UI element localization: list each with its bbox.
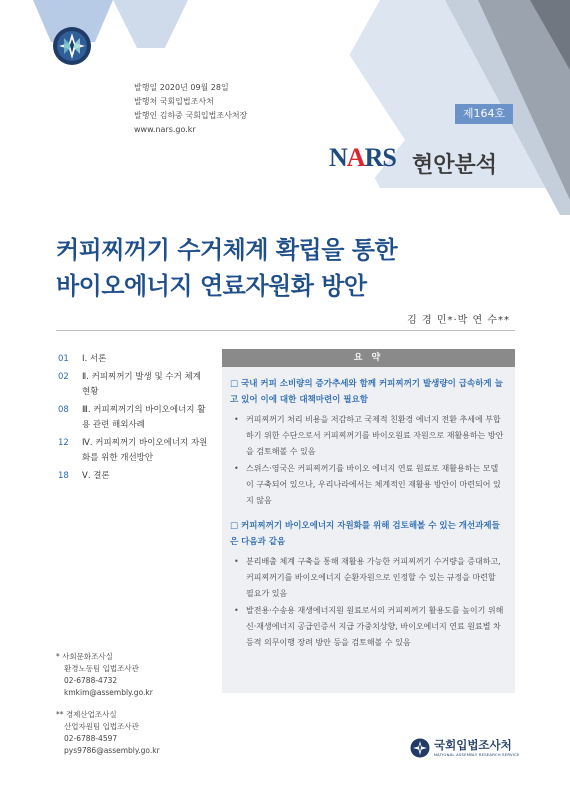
summary-bullet-text: 발전용·수송용 재생에너지원 원료로서의 커피찌꺼기 활용도를 높이기 위해 신·재생에너지 공급인증서 지급 가중치상향, 바이오에너지 연료 원료별 차등적 의무이행 장려 방안 등을 검토해볼 수 있음	[246, 606, 504, 647]
summary-header: 요 약	[222, 349, 515, 367]
footer-logo	[410, 738, 520, 758]
toc-page: 18	[58, 471, 69, 481]
note-email[interactable]: kmkim@assembly.go.kr	[64, 688, 153, 697]
issue-number-badge: 제164호	[455, 104, 513, 124]
toc-page: 12	[58, 438, 69, 448]
nars-logo-rs: RS	[364, 143, 396, 172]
summary-bullet-text: 분리배출 체계 구축을 통해 재활용 가능한 커피찌꺼기 수거량을 증대하고, 커피찌꺼기를 바이오에너지 순환자원으로 인정할 수 있는 규정을 마련할 필요가 있음	[246, 557, 501, 598]
author-note	[56, 709, 160, 757]
summary-bullet-text: 스위스·영국은 커피찌꺼기를 바이오 에너지 연료 원료로 재활용하는 모델이 구축되어 있으나, 우리나라에서는 체계적인 재활용 방안이 마련되어 있지 않음	[246, 464, 501, 505]
summary-bullet-text: 커피찌꺼기 처리 비용을 저감하고 국제적 친환경 에너지 전환 추세에 부합하기 위한 수단으로서 커피찌꺼기를 바이오원료 자원으로 재활용하는 방안을 검토해볼 수 있음	[246, 415, 504, 456]
summary-heading: □ 국내 커피 소비량의 증가추세와 함께 커피찌꺼기 발생량이 급속하게 늘고 있어 이에 대한 대책마련이 필요함	[230, 379, 503, 405]
author-notes	[56, 651, 160, 767]
website-link[interactable]: www.nars.go.kr	[134, 125, 196, 134]
bullet-dot-icon: •	[234, 415, 239, 424]
nars-emblem-icon	[52, 26, 92, 66]
issuer: 발행인 김하중 국회입법조사처장	[134, 111, 248, 120]
publication-info	[134, 81, 247, 137]
nars-logo	[329, 143, 396, 173]
toc-page: 02	[58, 372, 69, 382]
toc-item[interactable]	[58, 469, 208, 484]
bullet-dot-icon: •	[234, 464, 239, 473]
title-line-1: 커피찌꺼기 수거체계 확립을 통한	[56, 236, 398, 264]
toc-item[interactable]	[58, 403, 208, 433]
summary-body	[222, 367, 515, 651]
series-name: 현안분석	[412, 153, 498, 178]
footer-org-name: 국회입법조사처	[434, 737, 512, 752]
publish-date: 발행일 2020년 09월 28일	[134, 83, 229, 92]
footer-text	[434, 739, 520, 758]
bullet-dot-icon: •	[234, 557, 239, 566]
summary-bullet	[230, 554, 505, 602]
authors: 김 경 민*·박 연 수**	[407, 315, 510, 326]
author-note	[56, 651, 160, 699]
toc-page: 01	[58, 354, 69, 364]
footer-org-sub: NATIONAL ASSEMBLY RESEARCH SERVICE	[434, 751, 520, 757]
note-phone: 02-6788-4732	[64, 676, 118, 685]
toc-item[interactable]	[58, 370, 208, 400]
toc-text: Ⅴ. 결론	[82, 471, 110, 481]
divider	[56, 330, 515, 331]
note-email[interactable]: pys9786@assembly.go.kr	[64, 746, 160, 755]
summary-heading: □ 커피찌꺼기 바이오에너지 자원화를 위해 검토해볼 수 있는 개선과제들은 다음과 같음	[230, 521, 500, 547]
summary-box	[222, 349, 515, 693]
toc-text: Ⅲ. 커피찌꺼기의 바이오에너지 활용 관련 해외사례	[82, 405, 206, 430]
title-line-2: 바이오에너지 연료자원화 방안	[56, 272, 367, 300]
toc-text: Ⅱ. 커피찌꺼기 발생 및 수거 체계 현황	[82, 372, 201, 397]
table-of-contents	[58, 352, 208, 487]
toc-text: Ⅳ. 커피찌꺼기 바이오에너지 자원화를 위한 개선방안	[82, 438, 208, 463]
page-title	[56, 232, 397, 304]
nars-logo-n: N	[329, 143, 347, 172]
note-dept: ** 경제산업조사실	[56, 710, 117, 719]
toc-page: 08	[58, 405, 69, 415]
note-team: 산업자원팀 입법조사관	[64, 722, 139, 731]
toc-item[interactable]	[58, 436, 208, 466]
toc-text: Ⅰ. 서론	[82, 354, 107, 364]
nars-emblem-icon	[410, 738, 430, 758]
note-dept: * 사회문화조사실	[56, 652, 113, 661]
summary-bullet	[230, 461, 505, 509]
publisher: 발행처 국회입법조사처	[134, 97, 214, 106]
note-phone: 02-6788-4597	[64, 734, 118, 743]
summary-bullet	[230, 603, 505, 651]
toc-item[interactable]	[58, 352, 208, 367]
nars-logo-a: A	[346, 143, 365, 172]
summary-bullet	[230, 412, 505, 460]
note-team: 환경노동팀 입법조사관	[64, 664, 139, 673]
bullet-dot-icon: •	[234, 606, 239, 615]
